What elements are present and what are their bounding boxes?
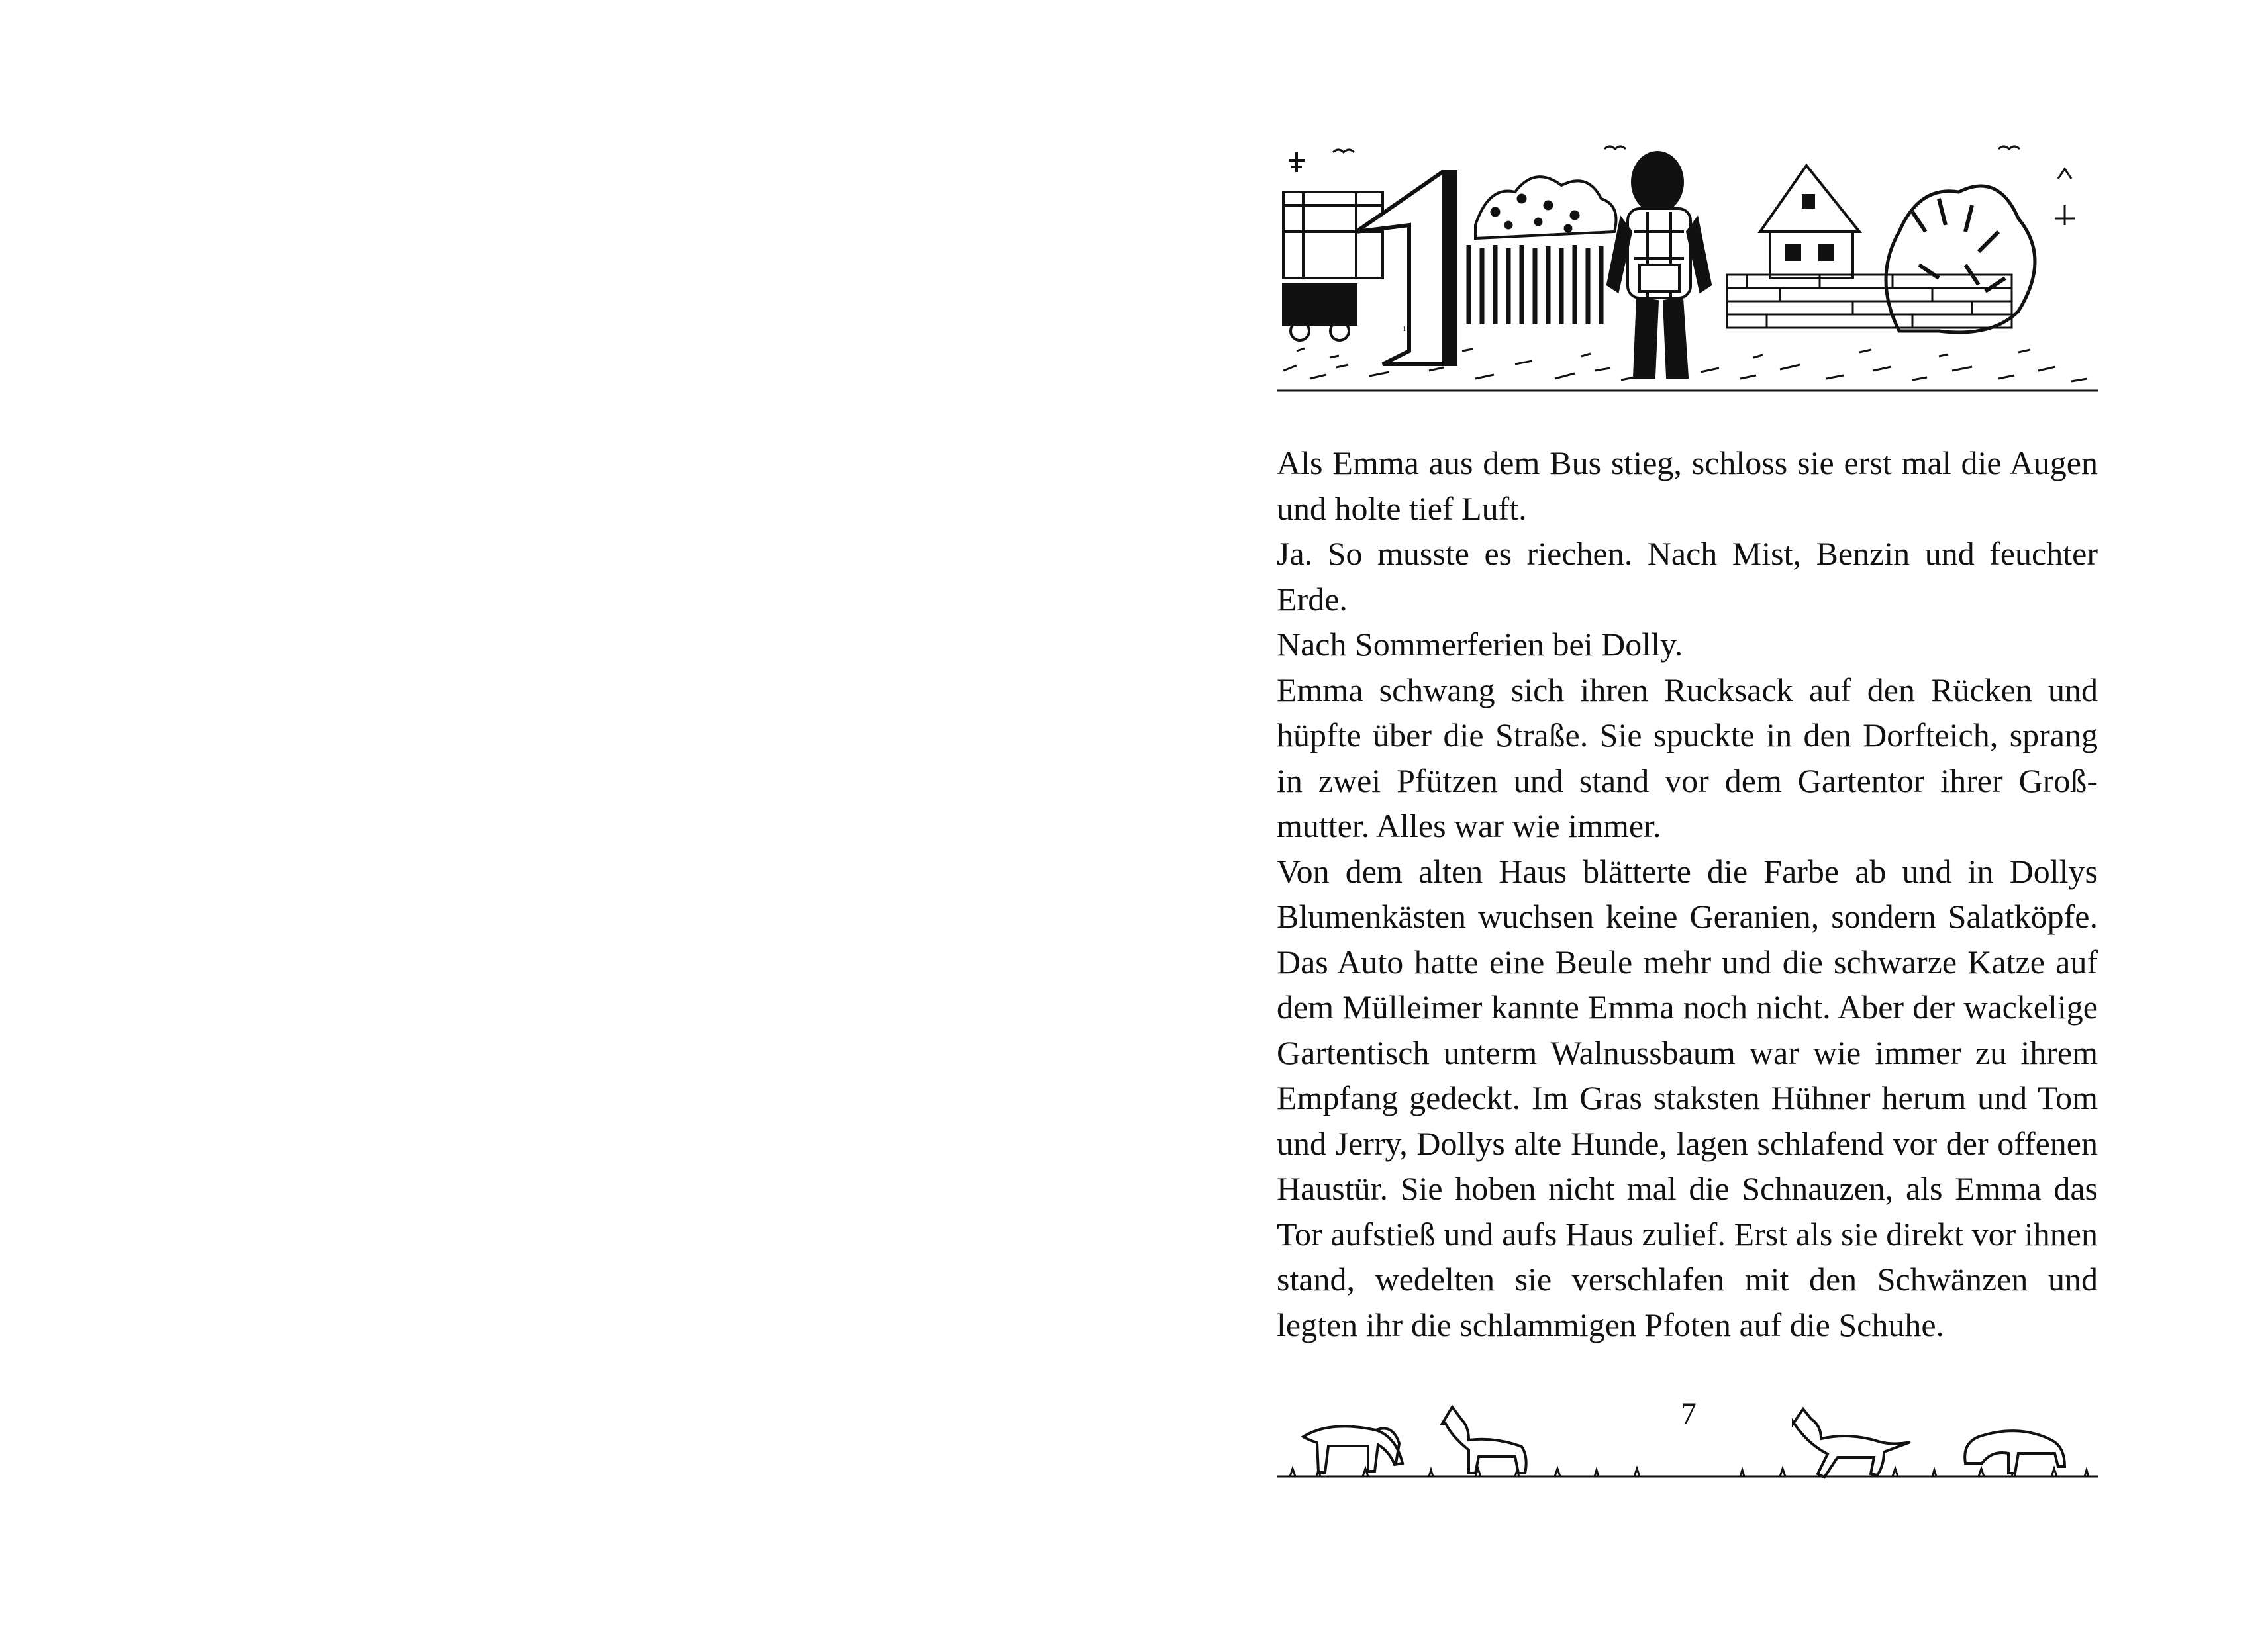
paragraph-4: Emma schwang sich ihren Rucksack auf den Rücken und hüpfte über die Straße. Sie spuckte in den Dorfteich, sprang in zwei Pfützen und stand vor dem Gartentor ihrer Großmutter. Alles war wie immer. <box>1277 671 2098 844</box>
birds <box>1333 146 2020 152</box>
chapter-header-illustration <box>1277 132 2098 397</box>
big-bush <box>1886 169 2075 332</box>
footer-grass-line <box>1277 1469 2098 1476</box>
chapter-body-text <box>1277 440 2098 1347</box>
paragraph-3: Nach Sommerferien bei Dolly. <box>1277 626 1683 663</box>
paragraph-1: Als Emma aus dem Bus stieg, schloss sie erst mal die Augen und holte tief Luft. <box>1277 444 2098 527</box>
girl-with-backpack <box>1608 152 1710 377</box>
wooden-fence <box>1469 245 1601 324</box>
horse-grazing-1 <box>1303 1426 1403 1473</box>
farmhouse <box>1760 166 1859 278</box>
page-number: 7 <box>1681 1396 1697 1431</box>
horse-standing-2 <box>1442 1407 1526 1473</box>
chapter-illustration-svg <box>1277 132 2098 397</box>
chapter-number-glyph <box>1356 172 1455 364</box>
left-building <box>1283 152 1383 340</box>
paragraph-5: Von dem alten Haus blätterte die Farbe ab und in Dollys Blumenkästen wuchsen keine Geranien, sondern Salatköpfe. Das Auto hatte eine Beule mehr und die schwarze Katze auf dem Mülleimer kannte Emma noch nicht. Aber der wackelige Gartentisch unterm Walnussbaum war wie immer zu ihrem Empfang gedeckt. Im Gras staksten Hühner herum und Tom und Jerry, Dollys alte Hunde, lagen schlafend vor der offenen Haustür. Sie hoben nicht mal die Schnauzen, als Emma das Tor aufstieß und aufs Haus zulief. Erst als sie direkt vor ihnen stand, wedelten sie verschlafen mit den Schwänzen und legten ihr die schlammigen Pfoten auf die Schuhe. <box>1277 852 2098 1343</box>
horse-trotting-3 <box>1793 1409 1910 1477</box>
paragraph-2: Ja. So musste es riechen. Nach Mist, Benzin und feuchter Erde. <box>1277 535 2098 618</box>
horse-grazing-4 <box>1965 1431 2065 1473</box>
chapter-number: 1 <box>1403 326 1406 333</box>
trees <box>1475 177 1616 238</box>
stone-wall <box>1727 275 2012 328</box>
